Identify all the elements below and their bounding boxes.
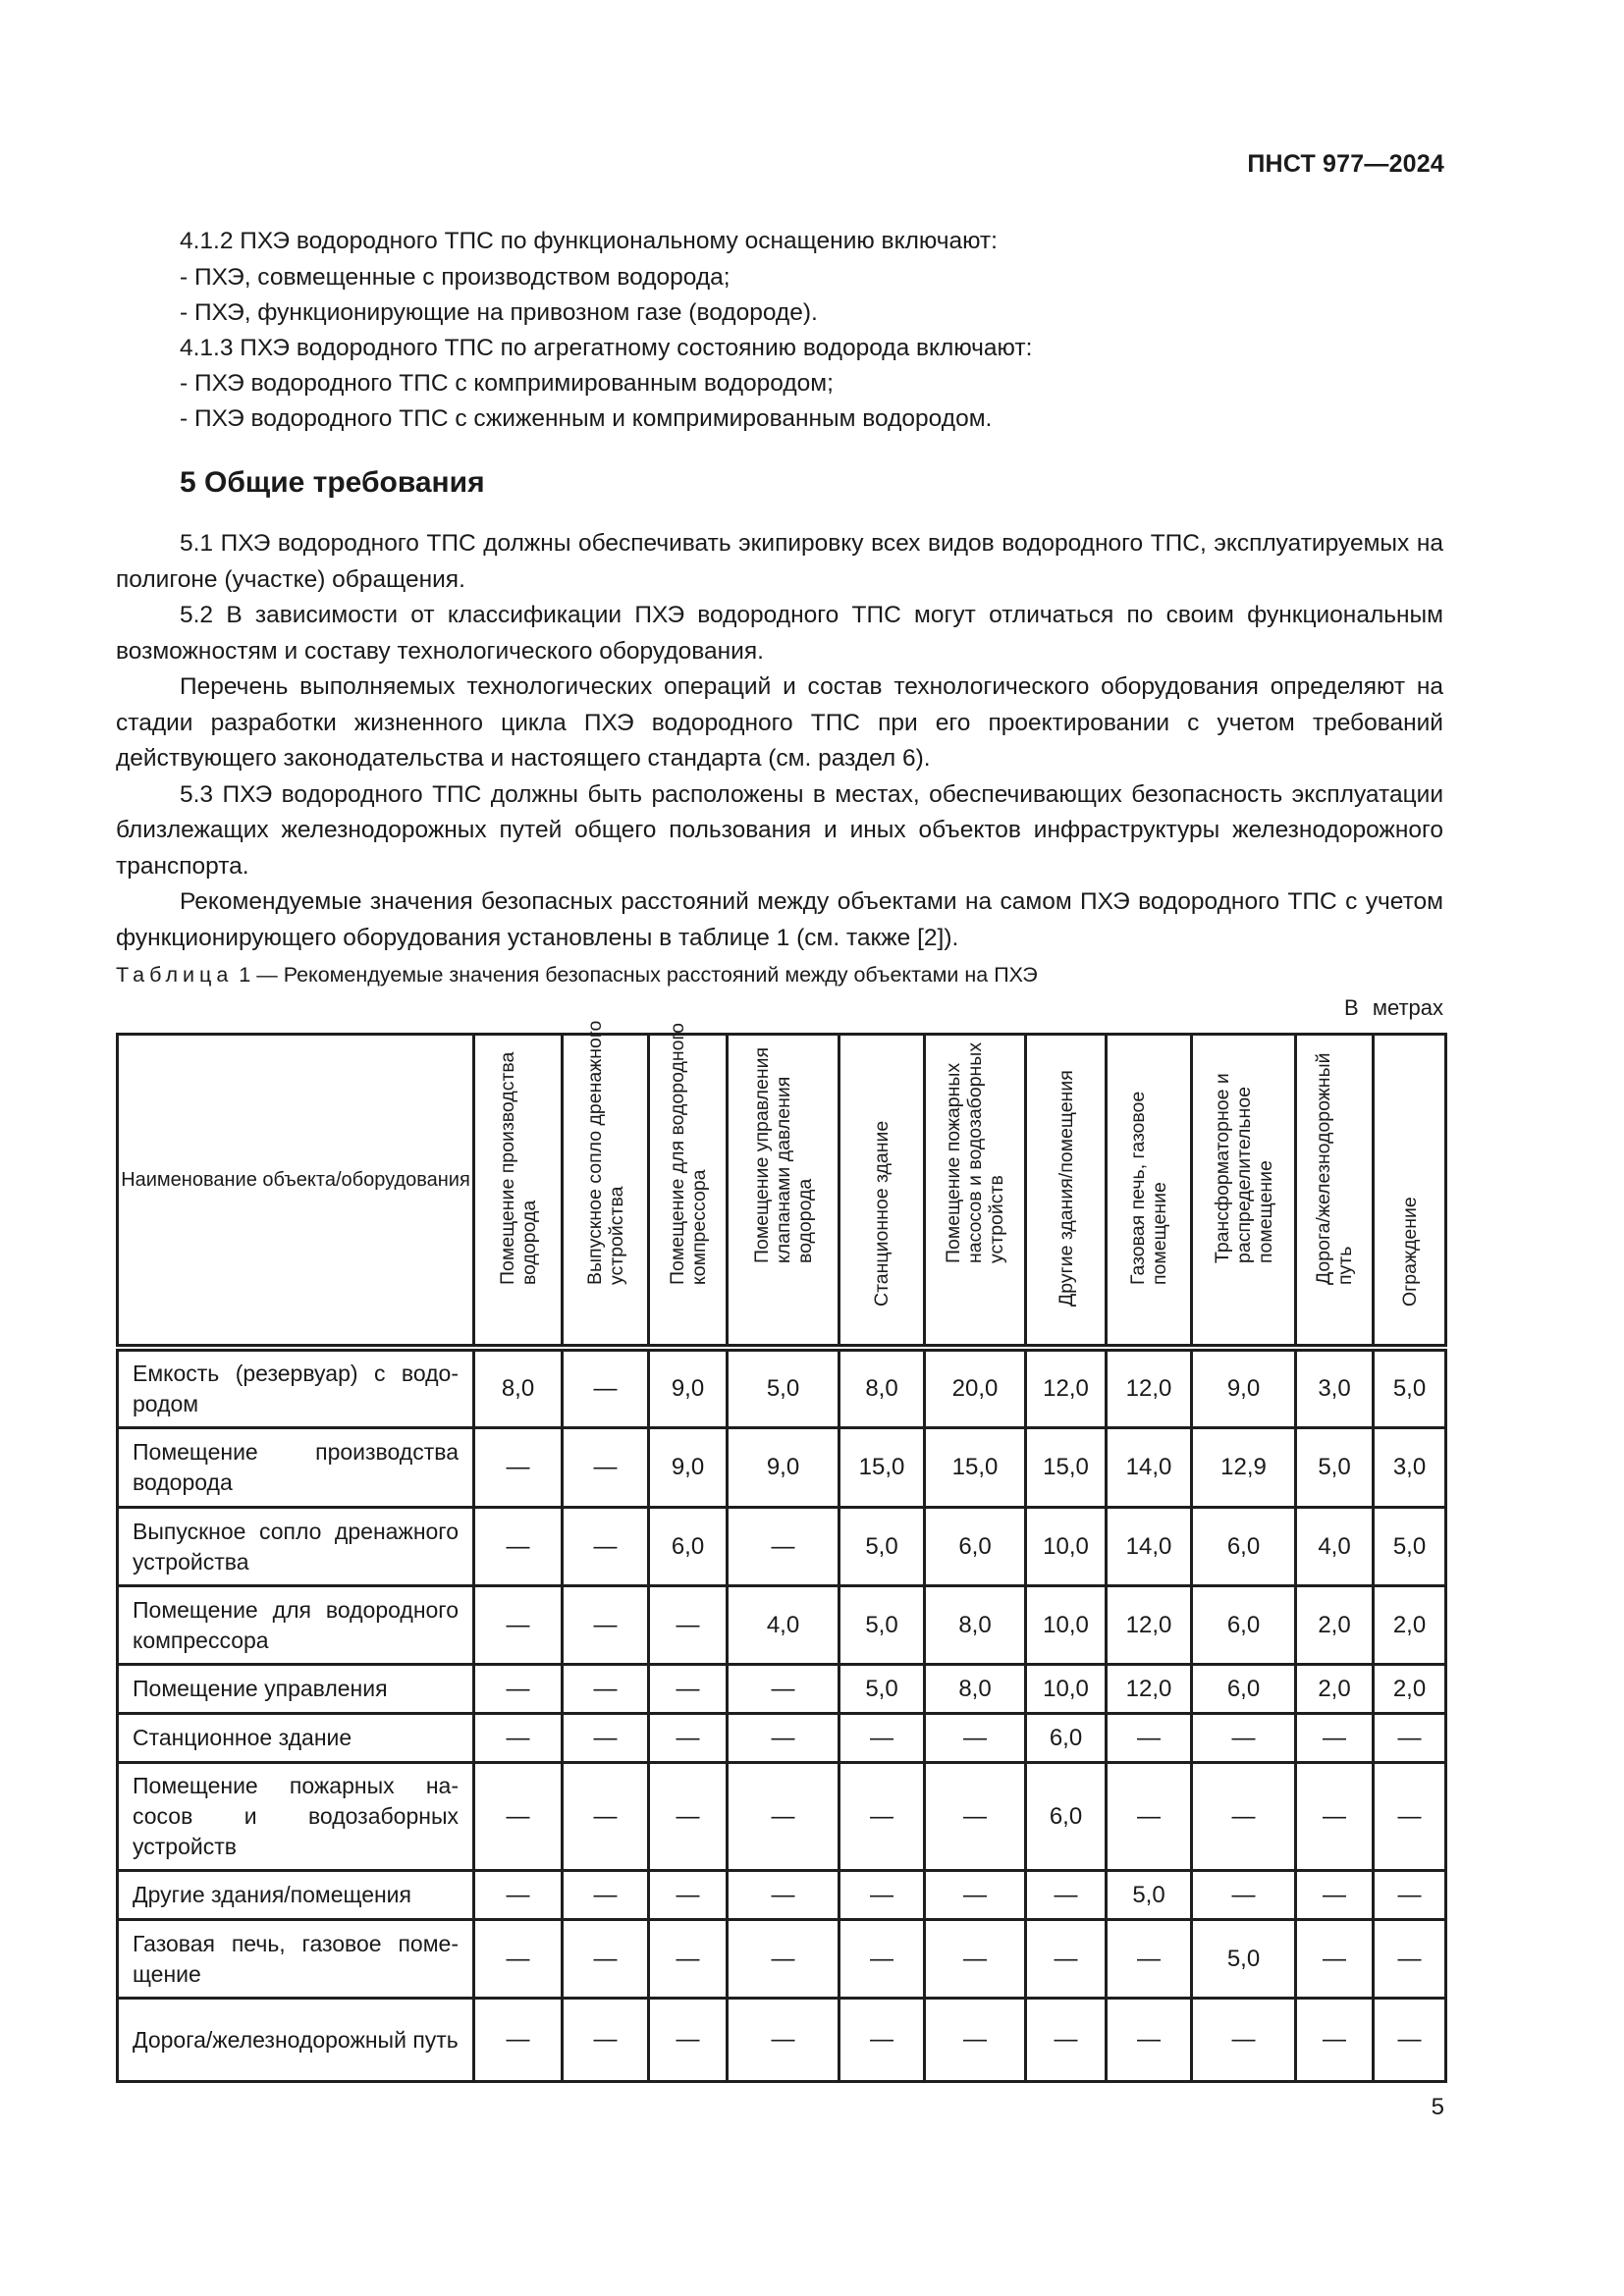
distance-cell: — bbox=[1374, 1920, 1446, 1999]
distance-cell: 6,0 bbox=[1192, 1508, 1296, 1586]
distance-cell: — bbox=[474, 1665, 563, 1714]
distance-cell: — bbox=[649, 1586, 728, 1665]
distance-cell: — bbox=[563, 1871, 649, 1920]
distance-cell: — bbox=[728, 1763, 839, 1871]
distance-cell: — bbox=[1026, 1999, 1107, 2082]
distance-table bbox=[116, 1020, 1447, 2083]
distance-cell: 5,0 bbox=[1374, 1508, 1446, 1586]
distance-cell: — bbox=[728, 1920, 839, 1999]
distance-cell: — bbox=[474, 1428, 563, 1508]
distance-cell: 15,0 bbox=[1026, 1428, 1107, 1508]
table-body bbox=[118, 1348, 1446, 2082]
paragraph-5-1: 5.1 ПХЭ водородного ТПС должны обеспечивать экипировку всех видов водородного ТПС, эксплуатируемых на полигоне (участке) обращения. bbox=[116, 530, 1443, 593]
distance-cell: 6,0 bbox=[1192, 1665, 1296, 1714]
distance-cell: 10,0 bbox=[1026, 1508, 1107, 1586]
distance-cell: — bbox=[474, 1508, 563, 1586]
column-header-label: Выпускное сопло дренажного устройства bbox=[583, 1020, 627, 1285]
column-header bbox=[1026, 1035, 1107, 1349]
distance-cell: — bbox=[1026, 1920, 1107, 1999]
distance-cell: 5,0 bbox=[1107, 1871, 1192, 1920]
distance-cell: — bbox=[1107, 1714, 1192, 1763]
row-object-name: Помещение для водородного компрессора bbox=[118, 1586, 474, 1665]
section-title: 5 Общие требования bbox=[180, 466, 485, 499]
distance-cell: — bbox=[925, 1763, 1026, 1871]
table-caption-label: Таблица bbox=[116, 963, 234, 987]
table-row bbox=[118, 1714, 1446, 1763]
table-row bbox=[118, 1920, 1446, 1999]
distance-cell: — bbox=[1296, 1714, 1374, 1763]
column-header-label: Ограждение bbox=[1398, 1197, 1421, 1307]
row-object-name: Выпускное сопло дренажного устройства bbox=[118, 1508, 474, 1586]
distance-cell: — bbox=[1296, 1871, 1374, 1920]
list-item: - ПХЭ, функционирующие на привозном газе (водороде). bbox=[180, 299, 818, 326]
distance-cell: 4,0 bbox=[728, 1586, 839, 1665]
row-object-name: Другие здания/помещения bbox=[118, 1871, 474, 1920]
row-object-name: Станционное здание bbox=[118, 1714, 474, 1763]
column-header-label: Помещение для водородного компрессора bbox=[666, 1022, 710, 1285]
paragraph: Рекомендуемые значения безопасных расстояний между объектами на самом ПХЭ водородного ТПС с учетом функционирующего оборудования установлены в таблице 1 (см. также [2]). bbox=[116, 888, 1443, 951]
distance-cell: 20,0 bbox=[925, 1348, 1026, 1428]
list-item: - ПХЭ водородного ТПС с сжиженным и компримированным водородом. bbox=[180, 405, 993, 432]
table-row bbox=[118, 1665, 1446, 1714]
distance-cell: — bbox=[925, 1920, 1026, 1999]
distance-cell: 9,0 bbox=[1192, 1348, 1296, 1428]
distance-cell: — bbox=[649, 1999, 728, 2082]
distance-cell: — bbox=[728, 1871, 839, 1920]
distance-cell: 5,0 bbox=[728, 1348, 839, 1428]
distance-cell: — bbox=[728, 1508, 839, 1586]
distance-cell: 9,0 bbox=[649, 1348, 728, 1428]
distance-cell: — bbox=[563, 1586, 649, 1665]
distance-cell: — bbox=[1296, 1920, 1374, 1999]
column-header bbox=[1374, 1035, 1446, 1349]
distance-cell: — bbox=[563, 1665, 649, 1714]
distance-cell: — bbox=[1296, 1999, 1374, 2082]
column-header bbox=[649, 1022, 728, 1349]
distance-cell: — bbox=[649, 1871, 728, 1920]
table-caption-text: 1 — Рекомендуемые значения безопасных расстояний между объектами на ПХЭ bbox=[233, 963, 1038, 987]
distance-cell: — bbox=[563, 1920, 649, 1999]
column-header-label: Станционное здание bbox=[871, 1120, 893, 1307]
row-object-name: Помещение производства водорода bbox=[118, 1428, 474, 1508]
distance-cell: — bbox=[474, 1920, 563, 1999]
distance-cell: — bbox=[1192, 1763, 1296, 1871]
row-object-name: Емкость (резервуар) с водородом bbox=[118, 1348, 474, 1428]
table-row bbox=[118, 1763, 1446, 1871]
table-caption bbox=[116, 963, 1038, 988]
distance-cell: — bbox=[1296, 1763, 1374, 1871]
distance-cell: 15,0 bbox=[839, 1428, 925, 1508]
distance-cell: — bbox=[649, 1763, 728, 1871]
distance-cell: — bbox=[563, 1508, 649, 1586]
distance-cell: 5,0 bbox=[1192, 1920, 1296, 1999]
distance-cell: 8,0 bbox=[839, 1348, 925, 1428]
column-header-label: Газовая печь, газовое помещение bbox=[1127, 1091, 1170, 1285]
distance-cell: 6,0 bbox=[1026, 1714, 1107, 1763]
distance-cell: 5,0 bbox=[1296, 1428, 1374, 1508]
distance-cell: — bbox=[839, 1763, 925, 1871]
distance-cell: — bbox=[728, 1999, 839, 2082]
distance-cell: 2,0 bbox=[1296, 1586, 1374, 1665]
table-row bbox=[118, 1999, 1446, 2082]
distance-cell: — bbox=[1026, 1871, 1107, 1920]
column-header-label: Дорога/железнодорожный путь bbox=[1313, 1052, 1356, 1285]
distance-cell: — bbox=[925, 1999, 1026, 2082]
distance-cell: — bbox=[1374, 1714, 1446, 1763]
distance-cell: — bbox=[563, 1763, 649, 1871]
column-header-name: Наименование объекта/оборудования bbox=[118, 1035, 474, 1349]
distance-cell: 5,0 bbox=[839, 1665, 925, 1714]
page-number: 5 bbox=[1431, 2094, 1444, 2120]
distance-cell: 14,0 bbox=[1107, 1508, 1192, 1586]
distance-cell: — bbox=[474, 1763, 563, 1871]
distance-cell: — bbox=[563, 1999, 649, 2082]
distance-cell: 12,0 bbox=[1107, 1665, 1192, 1714]
distance-cell: 3,0 bbox=[1374, 1428, 1446, 1508]
section-body bbox=[116, 526, 1443, 956]
paragraph-5-2: 5.2 В зависимости от классификации ПХЭ водородного ТПС могут отличаться по своим функциональным возможностям и составу технологического оборудования. bbox=[116, 602, 1443, 665]
column-header bbox=[474, 1035, 563, 1349]
distance-cell: — bbox=[474, 1999, 563, 2082]
table-header-row bbox=[118, 1035, 1446, 1349]
distance-cell: — bbox=[925, 1714, 1026, 1763]
table-row bbox=[118, 1586, 1446, 1665]
table-row bbox=[118, 1508, 1446, 1586]
distance-cell: 4,0 bbox=[1296, 1508, 1374, 1586]
table-row bbox=[118, 1348, 1446, 1428]
distance-cell: 14,0 bbox=[1107, 1428, 1192, 1508]
distance-cell: 6,0 bbox=[649, 1508, 728, 1586]
distance-cell: — bbox=[563, 1348, 649, 1428]
table-row bbox=[118, 1871, 1446, 1920]
distance-cell: 3,0 bbox=[1296, 1348, 1374, 1428]
distance-cell: 9,0 bbox=[728, 1428, 839, 1508]
distance-cell: — bbox=[649, 1920, 728, 1999]
document-code: ПНСТ 977—2024 bbox=[1247, 150, 1444, 178]
column-header-label: Трансформаторное и распределительное помещение bbox=[1211, 1073, 1276, 1263]
table-units: В метрах bbox=[1344, 995, 1443, 1020]
distance-cell: — bbox=[839, 1714, 925, 1763]
distance-cell: 12,0 bbox=[1107, 1586, 1192, 1665]
distance-cell: — bbox=[1192, 1714, 1296, 1763]
column-header-label: Помещение пожарных насосов и водозаборных устройств bbox=[943, 1041, 1007, 1263]
table-row bbox=[118, 1428, 1446, 1508]
distance-cell: 12,0 bbox=[1107, 1348, 1192, 1428]
distance-cell: — bbox=[474, 1871, 563, 1920]
column-header bbox=[839, 1035, 925, 1349]
distance-cell: — bbox=[1374, 1871, 1446, 1920]
distance-cell: 5,0 bbox=[1374, 1348, 1446, 1428]
column-header-label: Другие здания/помещения bbox=[1055, 1070, 1077, 1307]
list-item: - ПХЭ, совмещенные с производством водорода; bbox=[180, 264, 731, 291]
distance-cell: — bbox=[1107, 1763, 1192, 1871]
distance-cell: — bbox=[839, 1999, 925, 2082]
distance-cell: 5,0 bbox=[839, 1508, 925, 1586]
distance-cell: 8,0 bbox=[925, 1586, 1026, 1665]
distance-cell: — bbox=[839, 1920, 925, 1999]
distance-cell: — bbox=[1192, 1871, 1296, 1920]
distance-cell: — bbox=[1107, 1999, 1192, 2082]
paragraph: Перечень выполняемых технологических операций и состав технологического оборудования определяют на стадии разработки жизненного цикла ПХЭ водородного ТПС при его проектировании с учетом требований действующего законодательства и настоящего стандарта (см. раздел 6). bbox=[116, 673, 1443, 772]
distance-cell: — bbox=[649, 1714, 728, 1763]
distance-cell: — bbox=[1192, 1999, 1296, 2082]
column-header bbox=[925, 1035, 1026, 1349]
row-object-name: Дорога/железнодорожный путь bbox=[118, 1999, 474, 2082]
row-object-name: Помещение управления bbox=[118, 1665, 474, 1714]
column-header bbox=[1107, 1035, 1192, 1349]
column-header-label: Помещение управления клапанами давления водорода bbox=[750, 1046, 816, 1263]
distance-cell: — bbox=[728, 1665, 839, 1714]
distance-cell: — bbox=[474, 1586, 563, 1665]
distance-cell: 9,0 bbox=[649, 1428, 728, 1508]
distance-cell: 2,0 bbox=[1296, 1665, 1374, 1714]
row-object-name: Газовая печь, газовое помещение bbox=[118, 1920, 474, 1999]
row-object-name: Помещение пожарных насосов и водозаборных устройств bbox=[118, 1763, 474, 1871]
clause-4-1-3: 4.1.3 ПХЭ водородного ТПС по агрегатному состоянию водорода включают: bbox=[180, 335, 1033, 361]
distance-cell: 8,0 bbox=[925, 1665, 1026, 1714]
clause-4-1-2: 4.1.2 ПХЭ водородного ТПС по функциональному оснащению включают: bbox=[180, 228, 998, 254]
distance-cell: — bbox=[563, 1428, 649, 1508]
distance-cell: — bbox=[925, 1871, 1026, 1920]
column-header bbox=[1296, 1035, 1374, 1349]
distance-cell: — bbox=[649, 1665, 728, 1714]
distance-cell: 8,0 bbox=[474, 1348, 563, 1428]
distance-cell: 15,0 bbox=[925, 1428, 1026, 1508]
list-item: - ПХЭ водородного ТПС с компримированным водородом; bbox=[180, 370, 834, 397]
column-header-label: Помещение производства водорода bbox=[496, 1051, 540, 1285]
distance-cell: 6,0 bbox=[925, 1508, 1026, 1586]
distance-cell: — bbox=[1374, 1999, 1446, 2082]
distance-cell: — bbox=[839, 1871, 925, 1920]
distance-cell: 10,0 bbox=[1026, 1586, 1107, 1665]
column-header bbox=[563, 1020, 649, 1349]
distance-cell: 2,0 bbox=[1374, 1665, 1446, 1714]
distance-cell: 12,9 bbox=[1192, 1428, 1296, 1508]
column-header bbox=[728, 1035, 839, 1349]
paragraph-5-3: 5.3 ПХЭ водородного ТПС должны быть расположены в местах, обеспечивающих безопасность эксплуатации близлежащих железнодорожных путей общего пользования и иных объектов инфраструктуры железнодорожного транспорта. bbox=[116, 780, 1443, 880]
distance-cell: 10,0 bbox=[1026, 1665, 1107, 1714]
distance-cell: 2,0 bbox=[1374, 1586, 1446, 1665]
distance-cell: — bbox=[1107, 1920, 1192, 1999]
distance-cell: 6,0 bbox=[1026, 1763, 1107, 1871]
distance-cell: 6,0 bbox=[1192, 1586, 1296, 1665]
distance-cell: — bbox=[728, 1714, 839, 1763]
distance-cell: 12,0 bbox=[1026, 1348, 1107, 1428]
distance-cell: — bbox=[563, 1714, 649, 1763]
distance-cell: — bbox=[1374, 1763, 1446, 1871]
column-header bbox=[1192, 1035, 1296, 1349]
distance-cell: — bbox=[474, 1714, 563, 1763]
distance-cell: 5,0 bbox=[839, 1586, 925, 1665]
